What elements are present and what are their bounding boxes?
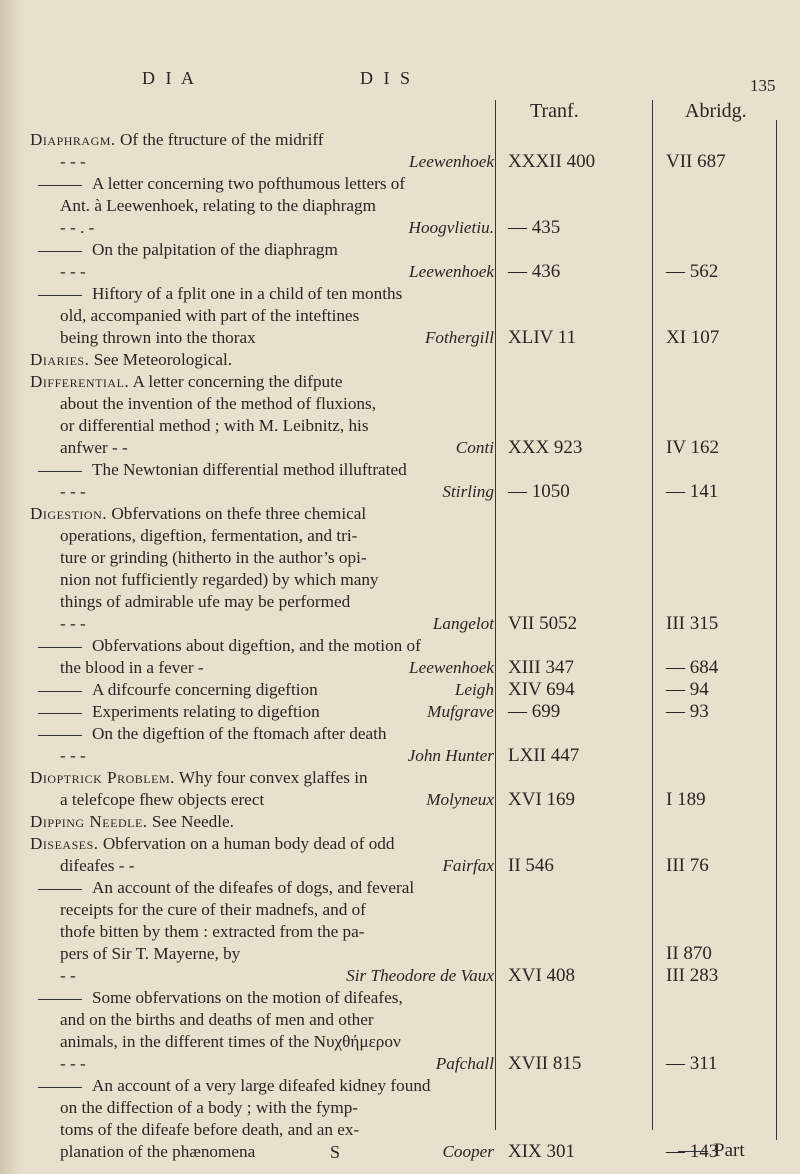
- entry-text: - - -: [60, 746, 86, 765]
- entry-text: animals, in the different times of the Νυχθήμερον: [60, 1032, 401, 1051]
- entry-text: thofe bitten by them : extracted from the pa-: [60, 922, 365, 941]
- entry-text: nion not fufficiently regarded) by which many: [60, 570, 379, 589]
- index-row: [30, 1052, 800, 1076]
- entry-author: Leewenhoek: [409, 262, 494, 281]
- entry-text: anfwer - -: [60, 438, 128, 457]
- signature-mark: S: [330, 1142, 341, 1162]
- entry-author: Fairfax: [442, 856, 494, 875]
- entry-text: on the diffection of a body ; with the fymp-: [60, 1098, 359, 1117]
- entry-abridg-ref: XI 107: [666, 327, 720, 348]
- index-row: [30, 1074, 800, 1098]
- running-head: [30, 56, 800, 96]
- page-binding-edge: [0, 0, 22, 1174]
- entry-abridg-ref: III 283: [666, 965, 719, 986]
- entry-text: On the digeftion of the ftomach after death: [92, 724, 387, 743]
- entry-text: difeafes - -: [60, 856, 135, 875]
- running-head-middle: D I S: [360, 68, 414, 88]
- entry-author: Leewenhoek: [409, 658, 494, 677]
- index-row: [30, 832, 800, 856]
- entry-text: Diaphragm. Of the ftructure of the midriff: [30, 130, 324, 149]
- entry-text: Obfervations about digeftion, and the motion of: [92, 636, 421, 655]
- entry-tranf-ref: XIX 301: [508, 1141, 576, 1162]
- index-row: [30, 436, 800, 460]
- entry-text: Experiments relating to digeftion: [92, 702, 320, 721]
- column-header-abridg: Abridg.: [685, 100, 747, 122]
- entry-abridg-ref: — 562: [666, 261, 719, 282]
- entry-text: planation of the phænomena: [60, 1142, 256, 1161]
- entry-text: operations, digeftion, fermentation, and tri-: [60, 526, 358, 545]
- index-row: [30, 656, 800, 680]
- entry-tranf-ref: XLIV 11: [508, 327, 577, 348]
- entry-text: Differential. A letter concerning the difpute: [30, 372, 343, 391]
- entry-tranf-ref: II 546: [508, 855, 554, 876]
- index-row: [30, 238, 800, 262]
- index-row: [30, 194, 800, 218]
- entry-text: - - -: [60, 614, 86, 633]
- index-row: [30, 348, 800, 372]
- entry-text: - - -: [60, 482, 86, 501]
- entry-abridg-ref: — 93: [666, 701, 709, 722]
- entry-author: Langelot: [432, 614, 494, 633]
- entry-text: Dioptrick Problem. Why four convex glaffes in: [30, 768, 368, 787]
- index-row: [30, 128, 800, 152]
- index-row: [30, 546, 800, 570]
- entry-abridg-ref: III 315: [666, 613, 719, 634]
- entry-tranf-ref: — 435: [508, 217, 561, 238]
- entry-text: Hiftory of a fplit one in a child of ten months: [92, 284, 403, 303]
- catchword-dash: [678, 1151, 708, 1152]
- index-row: [30, 524, 800, 548]
- index-row: [30, 920, 800, 944]
- entry-tranf-ref: XXX 923: [508, 437, 583, 458]
- index-row: [30, 1008, 800, 1032]
- index-row: [30, 722, 800, 746]
- entry-text: old, accompanied with part of the inteftines: [60, 306, 360, 325]
- index-row: [30, 392, 800, 416]
- entry-dash: [38, 647, 82, 648]
- index-row: [30, 480, 800, 504]
- entry-tranf-ref: XVII 815: [508, 1053, 582, 1074]
- entry-dash: [38, 735, 82, 736]
- entry-tranf-ref: XIV 694: [508, 679, 575, 700]
- index-row: [30, 678, 800, 702]
- index-row: [30, 744, 800, 768]
- entry-text: pers of Sir T. Mayerne, by: [60, 944, 241, 963]
- running-head-left: D I A: [142, 68, 197, 88]
- index-row: [30, 1030, 800, 1054]
- entry-abridg-ref: — 311: [666, 1053, 718, 1074]
- entry-text: An account of the difeafes of dogs, and feveral: [92, 878, 415, 897]
- catchword-text: Part: [714, 1140, 745, 1161]
- entry-dash: [38, 889, 82, 890]
- index-row: [30, 854, 800, 878]
- entry-abridg-ref: II 870: [666, 943, 712, 964]
- entry-abridg-ref: — 684: [666, 657, 719, 678]
- entry-dash: [38, 295, 82, 296]
- entry-text: An account of a very large difeafed kidney found: [92, 1076, 431, 1095]
- catchword: [678, 1140, 745, 1162]
- entry-author: Cooper: [442, 1142, 494, 1161]
- entry-text: receipts for the cure of their madnefs, and of: [60, 900, 366, 919]
- entry-text: things of admirable ufe may be performed: [60, 592, 351, 611]
- index-row: [30, 766, 800, 790]
- entry-dash: [38, 185, 82, 186]
- entry-abridg-ref: — 143: [666, 1141, 719, 1162]
- entry-tranf-ref: XVI 408: [508, 965, 576, 986]
- entry-text: a telefcope fhew objects erect: [60, 790, 265, 809]
- entry-author: John Hunter: [407, 746, 494, 765]
- entry-tranf-ref: LXII 447: [508, 745, 580, 766]
- entry-text: ture or grinding (hitherto in the author’s opi-: [60, 548, 367, 567]
- entry-text: On the palpitation of the diaphragm: [92, 240, 338, 259]
- index-row: [30, 876, 800, 900]
- entry-text: A letter concerning two pofthumous letters of: [92, 174, 406, 193]
- index-row: [30, 612, 800, 636]
- entry-text: - - -: [60, 152, 86, 171]
- entry-text: Digestion. Obfervations on thefe three chemical: [30, 504, 367, 523]
- entry-author: Sir Theodore de Vaux: [346, 966, 494, 985]
- index-row: [30, 502, 800, 526]
- index-row: [30, 898, 800, 922]
- entry-text: Some obfervations on the motion of difeafes,: [92, 988, 403, 1007]
- entry-dash: [38, 471, 82, 472]
- entry-abridg-ref: IV 162: [666, 437, 719, 458]
- entry-abridg-ref: I 189: [666, 789, 706, 810]
- entry-dash: [38, 691, 82, 692]
- entry-tranf-ref: — 699: [508, 701, 561, 722]
- index-row: [30, 326, 800, 350]
- index-row: [30, 964, 800, 988]
- entry-text: - -: [60, 966, 76, 985]
- entry-text: and on the births and deaths of men and other: [60, 1010, 374, 1029]
- index-row: [30, 370, 800, 394]
- entry-text: the blood in a fever -: [60, 658, 204, 677]
- entry-author: Molyneux: [426, 790, 494, 809]
- index-row: [30, 304, 800, 328]
- index-row: [30, 414, 800, 438]
- index-row: [30, 634, 800, 658]
- index-row: [30, 986, 800, 1010]
- index-row: [30, 282, 800, 306]
- entry-text: Dipping Needle. See Needle.: [30, 812, 234, 831]
- entry-dash: [38, 1087, 82, 1088]
- index-row: [30, 568, 800, 592]
- index-row: [30, 942, 800, 966]
- entry-tranf-ref: XIII 347: [508, 657, 574, 678]
- entry-author: Pafchall: [435, 1054, 494, 1073]
- column-header-tranf: Tranf.: [530, 100, 579, 122]
- entry-author: Fothergill: [424, 328, 494, 347]
- index-row: [30, 1096, 800, 1120]
- index-row: [30, 150, 800, 174]
- entry-text: - - . -: [60, 218, 95, 237]
- entry-text: - - -: [60, 262, 86, 281]
- entry-text: being thrown into the thorax: [60, 328, 256, 347]
- entry-text: Ant. à Leewenhoek, relating to the diaphragm: [60, 196, 376, 215]
- index-row: [30, 810, 800, 834]
- index-row: [30, 260, 800, 284]
- entry-text: about the invention of the method of fluxions,: [60, 394, 377, 413]
- entry-tranf-ref: — 1050: [508, 481, 570, 502]
- entry-dash: [38, 251, 82, 252]
- index-row: [30, 458, 800, 482]
- entry-tranf-ref: — 436: [508, 261, 561, 282]
- index-row: [30, 216, 800, 240]
- entry-author: Mufgrave: [427, 702, 494, 721]
- entry-author: Conti: [455, 438, 494, 457]
- entry-author: Leewenhoek: [409, 152, 494, 171]
- entry-tranf-ref: VII 5052: [508, 613, 578, 634]
- entry-tranf-ref: XVI 169: [508, 789, 576, 810]
- entry-text: The Newtonian differential method illuftrated: [92, 460, 407, 479]
- index-page: [30, 0, 800, 1174]
- index-row: [30, 590, 800, 614]
- entry-text: Diaries. See Meteorological.: [30, 350, 233, 369]
- index-row: [30, 788, 800, 812]
- entry-text: - - -: [60, 1054, 86, 1073]
- index-row: [30, 1118, 800, 1142]
- entry-author: Hoogvlietiu.: [408, 218, 494, 237]
- entry-text: toms of the difeafe before death, and an ex-: [60, 1120, 360, 1139]
- entry-text: A difcourfe concerning digeftion: [92, 680, 318, 699]
- entry-author: Stirling: [442, 482, 494, 501]
- entry-dash: [38, 999, 82, 1000]
- entry-dash: [38, 713, 82, 714]
- entry-abridg-ref: III 76: [666, 855, 709, 876]
- entry-text: Diseases. Obfervation on a human body dead of odd: [30, 834, 395, 853]
- entry-author: Leigh: [454, 680, 494, 699]
- entry-tranf-ref: XXXII 400: [508, 151, 596, 172]
- entry-abridg-ref: — 141: [666, 481, 719, 502]
- index-row: [30, 172, 800, 196]
- page-number: 135: [750, 76, 776, 95]
- entry-abridg-ref: — 94: [666, 679, 709, 700]
- entry-text: or differential method ; with M. Leibnitz, his: [60, 416, 369, 435]
- index-row: [30, 700, 800, 724]
- entry-abridg-ref: VII 687: [666, 151, 726, 172]
